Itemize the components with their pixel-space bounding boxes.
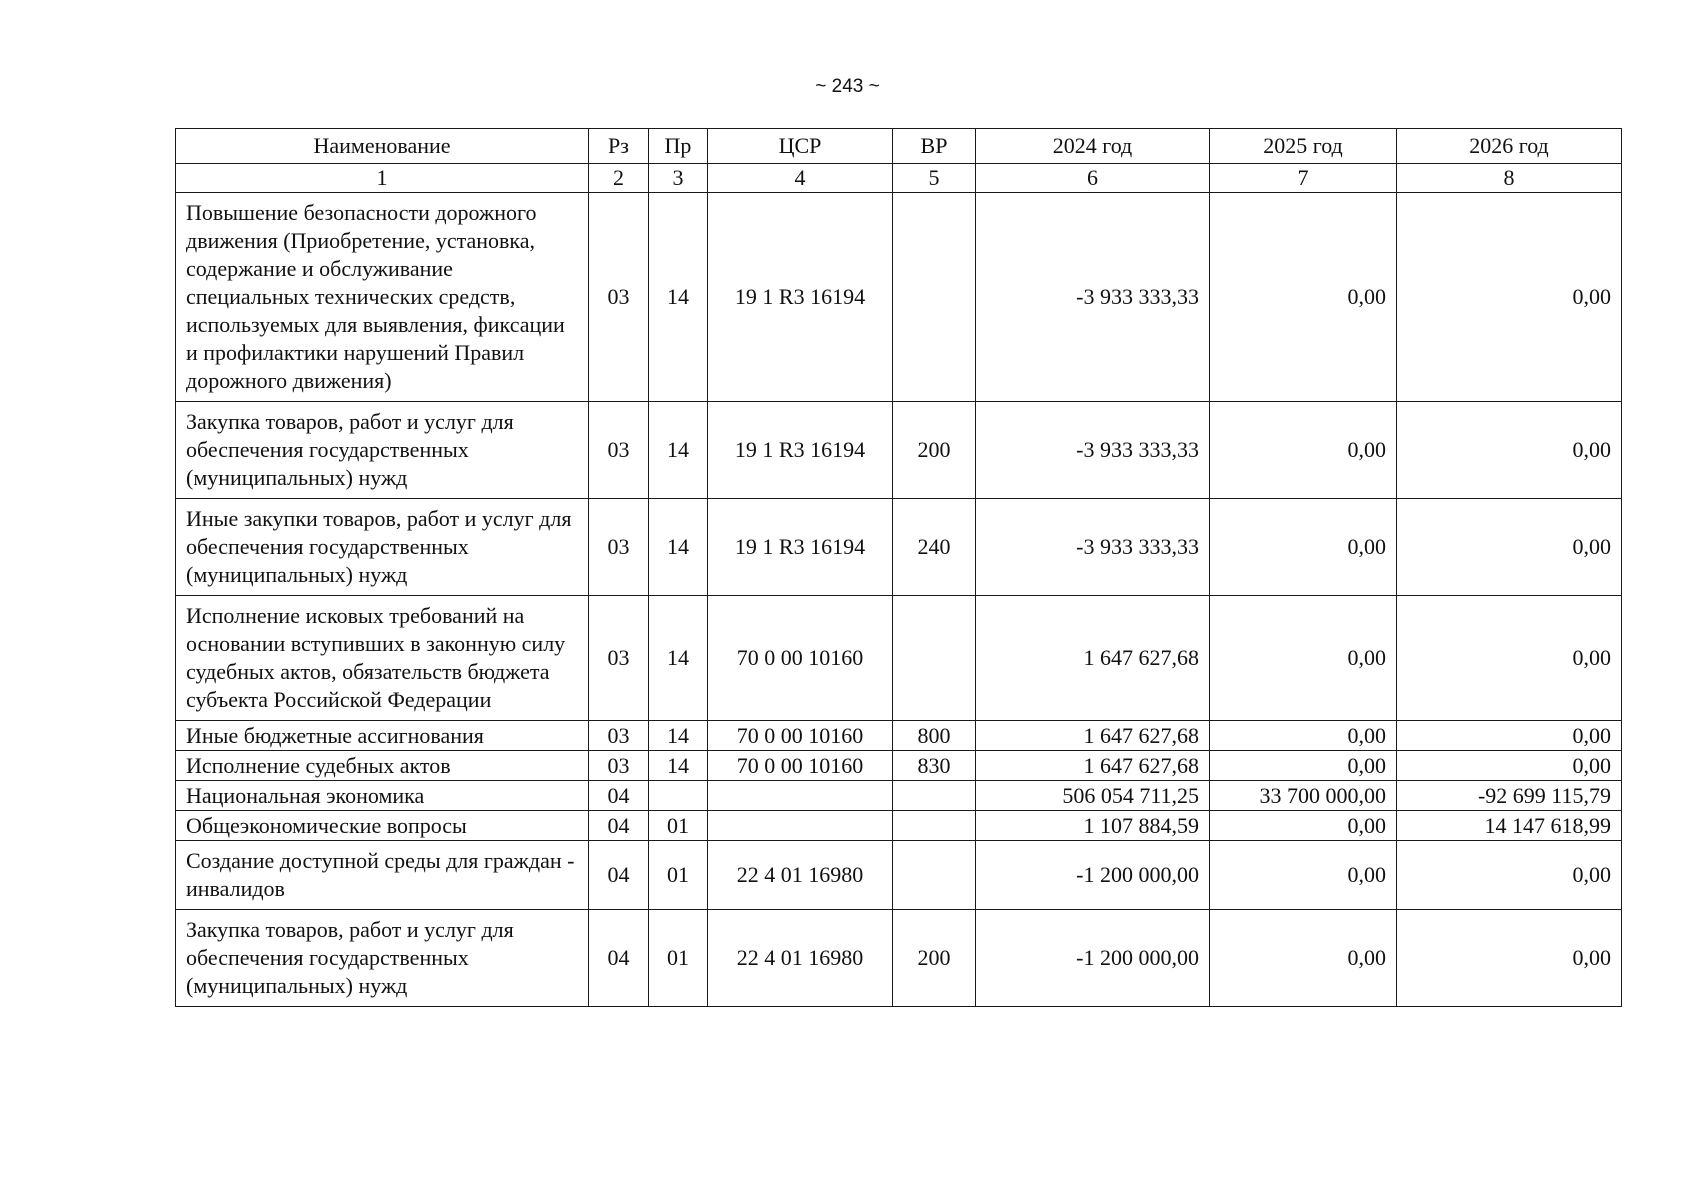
- header-name: Наименование: [176, 129, 589, 164]
- row-2025: 0,00: [1210, 402, 1397, 499]
- row-2025: 0,00: [1210, 841, 1397, 910]
- header-2024: 2024 год: [976, 129, 1210, 164]
- row-2024: -3 933 333,33: [976, 402, 1210, 499]
- row-2024: 1 107 884,59: [976, 811, 1210, 841]
- row-pr: [649, 781, 708, 811]
- row-rz: 03: [589, 596, 649, 721]
- row-rz: 03: [589, 193, 649, 402]
- row-2024: 1 647 627,68: [976, 751, 1210, 781]
- row-2025: 0,00: [1210, 751, 1397, 781]
- row-vr: 800: [893, 721, 976, 751]
- table-row: [176, 841, 1622, 910]
- row-vr: [893, 841, 976, 910]
- row-rz: 04: [589, 841, 649, 910]
- row-2024: 1 647 627,68: [976, 721, 1210, 751]
- row-rz: 04: [589, 910, 649, 1007]
- row-name: Общеэкономические вопросы: [176, 811, 589, 841]
- row-name: Иные бюджетные ассигнования: [176, 721, 589, 751]
- header-2025: 2025 год: [1210, 129, 1397, 164]
- row-name: Закупка товаров, работ и услуг для обеспечения государственных (муниципальных) нужд: [176, 402, 589, 499]
- row-2024: 506 054 711,25: [976, 781, 1210, 811]
- header-row: [176, 129, 1622, 164]
- row-name: Иные закупки товаров, работ и услуг для обеспечения государственных (муниципальных) нужд: [176, 499, 589, 596]
- row-2025: 0,00: [1210, 811, 1397, 841]
- row-2024: -3 933 333,33: [976, 499, 1210, 596]
- row-2025: 0,00: [1210, 596, 1397, 721]
- table-row: [176, 402, 1622, 499]
- row-2026: 0,00: [1397, 751, 1622, 781]
- row-2024: -3 933 333,33: [976, 193, 1210, 402]
- table-row: [176, 193, 1622, 402]
- row-2026: 14 147 618,99: [1397, 811, 1622, 841]
- row-csr: 70 0 00 10160: [708, 596, 893, 721]
- row-2025: 33 700 000,00: [1210, 781, 1397, 811]
- row-vr: [893, 193, 976, 402]
- budget-table: [175, 128, 1622, 1007]
- column-number: 4: [708, 164, 893, 193]
- row-vr: 200: [893, 402, 976, 499]
- row-csr: 70 0 00 10160: [708, 751, 893, 781]
- column-number: 7: [1210, 164, 1397, 193]
- page-number: ~ 243 ~: [815, 76, 880, 97]
- row-2026: 0,00: [1397, 910, 1622, 1007]
- row-vr: [893, 781, 976, 811]
- row-2025: 0,00: [1210, 721, 1397, 751]
- column-number: 5: [893, 164, 976, 193]
- column-number: 1: [176, 164, 589, 193]
- row-name: Повышение безопасности дорожного движения (Приобретение, установка, содержание и обслуживание специальных технических средств, используемых для выявления, фиксации и профилактики нарушений Правил дорожного движения): [176, 193, 589, 402]
- row-rz: 04: [589, 781, 649, 811]
- column-number: 2: [589, 164, 649, 193]
- table-row: [176, 499, 1622, 596]
- row-rz: 03: [589, 402, 649, 499]
- row-rz: 04: [589, 811, 649, 841]
- row-pr: 01: [649, 841, 708, 910]
- row-2024: 1 647 627,68: [976, 596, 1210, 721]
- row-csr: 22 4 01 16980: [708, 910, 893, 1007]
- table-row: [176, 910, 1622, 1007]
- header-csr: ЦСР: [708, 129, 893, 164]
- row-rz: 03: [589, 721, 649, 751]
- row-csr: 70 0 00 10160: [708, 721, 893, 751]
- row-2026: 0,00: [1397, 193, 1622, 402]
- header-2026: 2026 год: [1397, 129, 1622, 164]
- row-pr: 01: [649, 811, 708, 841]
- column-number: 8: [1397, 164, 1622, 193]
- row-csr: 22 4 01 16980: [708, 841, 893, 910]
- column-number: 3: [649, 164, 708, 193]
- row-rz: 03: [589, 499, 649, 596]
- row-2026: 0,00: [1397, 596, 1622, 721]
- table-row: [176, 781, 1622, 811]
- row-csr: 19 1 R3 16194: [708, 499, 893, 596]
- row-vr: 830: [893, 751, 976, 781]
- row-name: Закупка товаров, работ и услуг для обеспечения государственных (муниципальных) нужд: [176, 910, 589, 1007]
- row-name: Национальная экономика: [176, 781, 589, 811]
- row-pr: 14: [649, 721, 708, 751]
- row-name: Исполнение исковых требований на основании вступивших в законную силу судебных актов, обязательств бюджета субъекта Российской Федерации: [176, 596, 589, 721]
- row-2024: -1 200 000,00: [976, 841, 1210, 910]
- row-csr: [708, 781, 893, 811]
- row-vr: [893, 811, 976, 841]
- table-row: [176, 596, 1622, 721]
- row-pr: 14: [649, 596, 708, 721]
- row-2025: 0,00: [1210, 193, 1397, 402]
- row-name: Создание доступной среды для граждан - инвалидов: [176, 841, 589, 910]
- row-2026: 0,00: [1397, 402, 1622, 499]
- table-row: [176, 811, 1622, 841]
- row-2024: -1 200 000,00: [976, 910, 1210, 1007]
- column-number-row: [176, 164, 1622, 193]
- row-2025: 0,00: [1210, 910, 1397, 1007]
- row-vr: [893, 596, 976, 721]
- table-row: [176, 721, 1622, 751]
- row-2026: 0,00: [1397, 721, 1622, 751]
- row-pr: 14: [649, 499, 708, 596]
- row-vr: 240: [893, 499, 976, 596]
- header-pr: Пр: [649, 129, 708, 164]
- row-csr: 19 1 R3 16194: [708, 402, 893, 499]
- row-2026: 0,00: [1397, 841, 1622, 910]
- table-row: [176, 751, 1622, 781]
- row-2026: -92 699 115,79: [1397, 781, 1622, 811]
- row-rz: 03: [589, 751, 649, 781]
- row-vr: 200: [893, 910, 976, 1007]
- row-name: Исполнение судебных актов: [176, 751, 589, 781]
- header-vr: ВР: [893, 129, 976, 164]
- row-pr: 01: [649, 910, 708, 1007]
- row-csr: 19 1 R3 16194: [708, 193, 893, 402]
- row-pr: 14: [649, 751, 708, 781]
- row-pr: 14: [649, 402, 708, 499]
- row-pr: 14: [649, 193, 708, 402]
- row-2025: 0,00: [1210, 499, 1397, 596]
- row-2026: 0,00: [1397, 499, 1622, 596]
- column-number: 6: [976, 164, 1210, 193]
- row-csr: [708, 811, 893, 841]
- header-rz: Рз: [589, 129, 649, 164]
